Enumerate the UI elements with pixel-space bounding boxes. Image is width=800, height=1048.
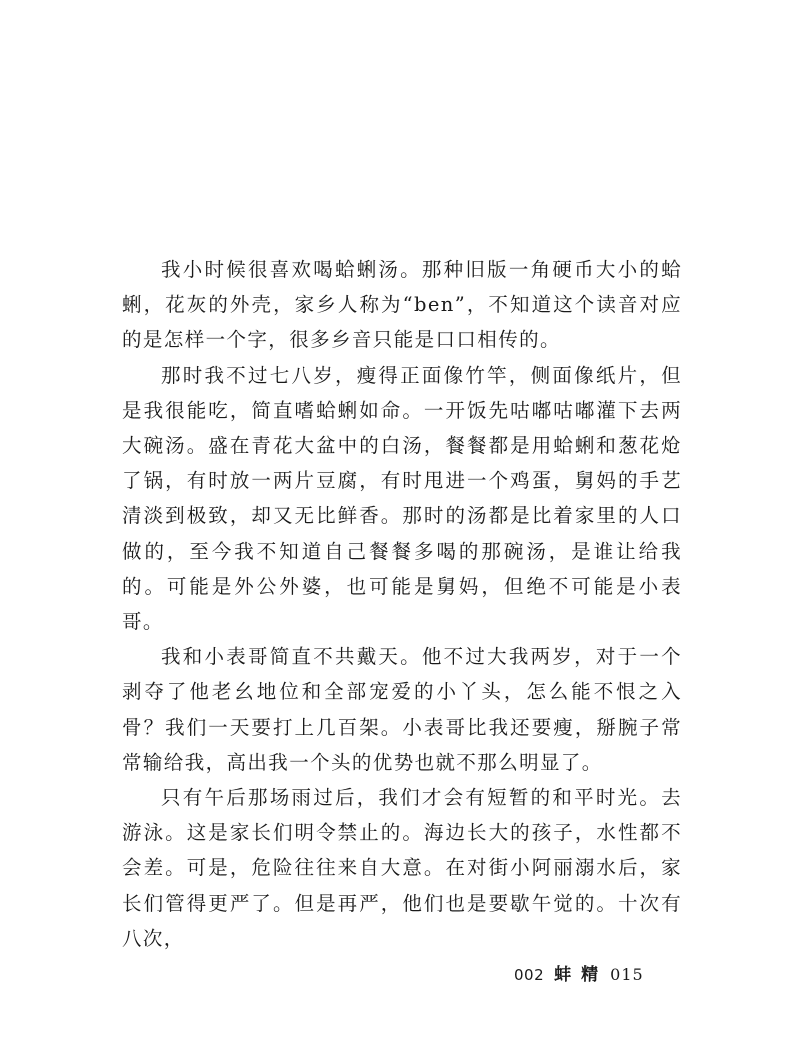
paragraph-3: 我和小表哥简直不共戴天。他不过大我两岁，对于一个剥夺了他老幺地位和全部宠爱的小丫头，怎么能不恨之入骨？我们一天要打上几百架。小表哥比我还要瘦，掰腕子常常输给我，高出我一个头的优势也就不那么明显了。	[122, 645, 682, 774]
page-footer	[514, 960, 684, 990]
paragraph-1: 我小时候很喜欢喝蛤蜊汤。那种旧版一角硬币大小的蛤蜊，花灰的外壳，家乡人称为“ben”，不知道这个读音对应的是怎样一个字，很多乡音只能是口口相传的。	[122, 258, 682, 352]
paragraph-2: 那时我不过七八岁，瘦得正面像竹竿，侧面像纸片，但是我很能吃，简直嗜蛤蜊如命。一开饭先咕嘟咕嘟灌下去两大碗汤。盛在青花大盆中的白汤，餐餐都是用蛤蜊和葱花炝了锅，有时放一两片豆腐，有时甩进一个鸡蛋，舅妈的手艺清淡到极致，却又无比鲜香。那时的汤都是比着家里的人口做的，至今我不知道自己餐餐多喝的那碗汤，是谁让给我的。可能是外公外婆，也可能是舅妈，但绝不可能是小表哥。	[122, 363, 682, 634]
running-title: 蚌精	[554, 965, 609, 985]
page-number: 015	[610, 965, 644, 984]
section-number: 002	[514, 966, 545, 984]
body-text	[122, 252, 682, 956]
paragraph-4: 只有午后那场雨过后，我们才会有短暂的和平时光。去游泳。这是家长们明令禁止的。海边长大的孩子，水性都不会差。可是，危险往往来自大意。在对街小阿丽溺水后，家长们管得更严了。但是再严，他们也是要歇午觉的。十次有八次，	[122, 786, 682, 950]
